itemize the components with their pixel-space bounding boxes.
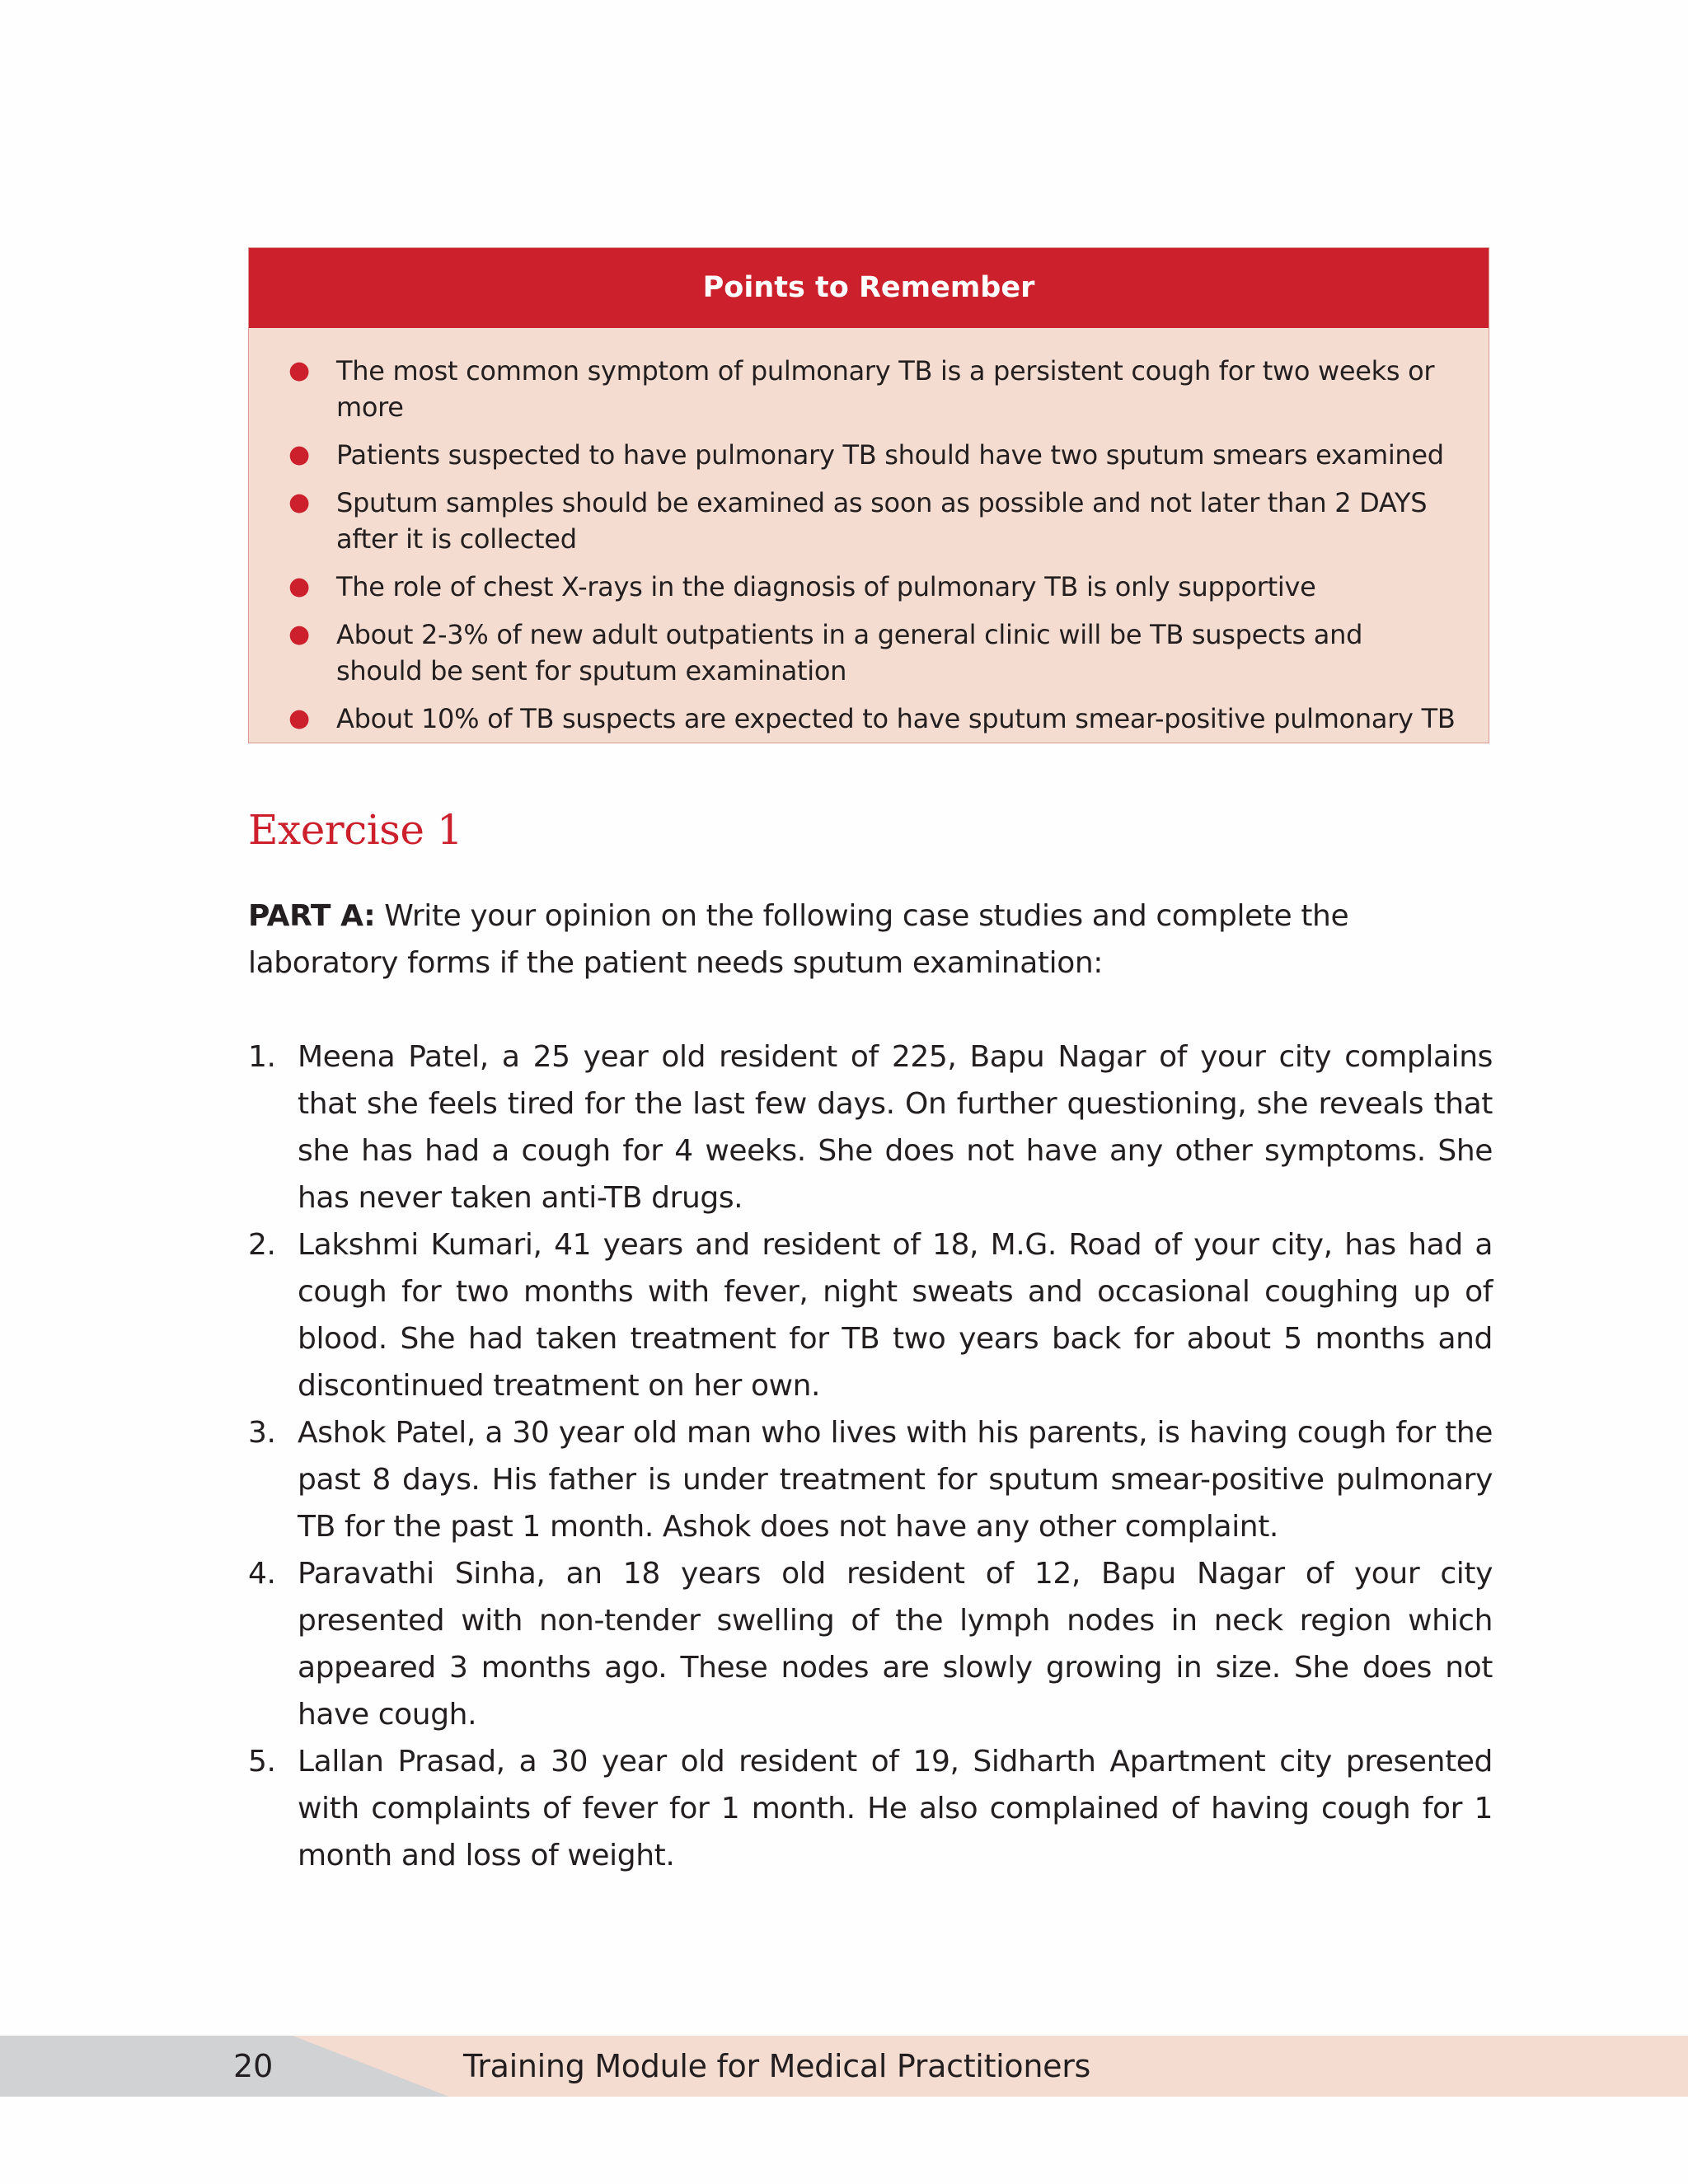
part-a-text: Write your opinion on the following case studies and complete the laboratory forms if the patient needs sputum examination: <box>248 899 1349 980</box>
case-text: Ashok Patel, a 30 year old man who lives with his parents, is having cough for the past 8 days. His father is under treatment for sputum smear-positive pulmonary TB for the past 1 month. Ashok does not have any other complaint. <box>298 1416 1493 1544</box>
footer-title: Training Module for Medical Practitioners <box>463 2048 1091 2084</box>
bullet-dot-icon: ● <box>288 620 310 649</box>
list-item <box>282 701 1456 737</box>
point-text: About 2-3% of new adult outpatients in a general clinic will be TB suspects and should be sent for sputum examination <box>336 619 1363 687</box>
part-a-label: PART A: <box>248 899 376 933</box>
bullet-dot-icon: ● <box>288 440 310 469</box>
point-text: About 10% of TB suspects are expected to have sputum smear-positive pulmonary TB <box>336 703 1456 734</box>
list-item <box>282 569 1456 605</box>
list-item <box>282 353 1456 425</box>
point-text: The most common symptom of pulmonary TB is a persistent cough for two weeks or more <box>336 355 1435 423</box>
point-text: Patients suspected to have pulmonary TB should have two sputum smears examined <box>336 439 1444 471</box>
page-number: 20 <box>233 2048 274 2084</box>
case-studies-list <box>248 1033 1493 1879</box>
case-text: Paravathi Sinha, an 18 years old resident of 12, Bapu Nagar of your city presented with non-tender swelling of the lymph nodes in neck region which appeared 3 months ago. These nodes are slowly growing in size. She does not have cough. <box>298 1557 1493 1732</box>
case-text: Lallan Prasad, a 30 year old resident of 19, Sidharth Apartment city presented with complaints of fever for 1 month. He also complained of having cough for 1 month and loss of weight. <box>298 1745 1493 1872</box>
bullet-dot-icon: ● <box>288 356 310 385</box>
point-text: The role of chest X-rays in the diagnosis of pulmonary TB is only supportive <box>336 571 1316 602</box>
case-number: 3. <box>248 1416 276 1450</box>
case-study-item <box>248 1738 1493 1879</box>
bullet-dot-icon: ● <box>288 488 310 517</box>
case-number: 1. <box>248 1040 276 1074</box>
list-item <box>282 437 1456 473</box>
bullet-dot-icon: ● <box>288 572 310 601</box>
case-number: 4. <box>248 1557 276 1591</box>
list-item <box>282 485 1456 557</box>
case-text: Lakshmi Kumari, 41 years and resident of 18, M.G. Road of your city, has had a cough for two months with fever, night sweats and occasional coughing up of blood. She had taken treatment for TB two years back for about 5 months and discontinued treatment on her own. <box>298 1228 1493 1403</box>
points-to-remember-box <box>248 247 1489 743</box>
bullet-dot-icon: ● <box>288 704 310 733</box>
case-study-item <box>248 1033 1493 1221</box>
case-study-item <box>248 1221 1493 1409</box>
case-number: 2. <box>248 1228 276 1262</box>
case-text: Meena Patel, a 25 year old resident of 225, Bapu Nagar of your city complains that she feels tired for the last few days. On further questioning, she reveals that she has had a cough for 4 weeks. She does not have any other symptoms. She has never taken anti-TB drugs. <box>298 1040 1493 1215</box>
case-number: 5. <box>248 1745 276 1779</box>
case-study-item <box>248 1550 1493 1738</box>
points-list <box>249 328 1489 737</box>
exercise-title: Exercise 1 <box>248 806 463 854</box>
point-text: Sputum samples should be examined as soon as possible and not later than 2 DAYS after it is collected <box>336 487 1428 555</box>
list-item <box>282 616 1456 689</box>
case-study-item <box>248 1409 1493 1550</box>
points-box-title: Points to Remember <box>249 248 1489 328</box>
part-a-instructions <box>248 893 1493 987</box>
